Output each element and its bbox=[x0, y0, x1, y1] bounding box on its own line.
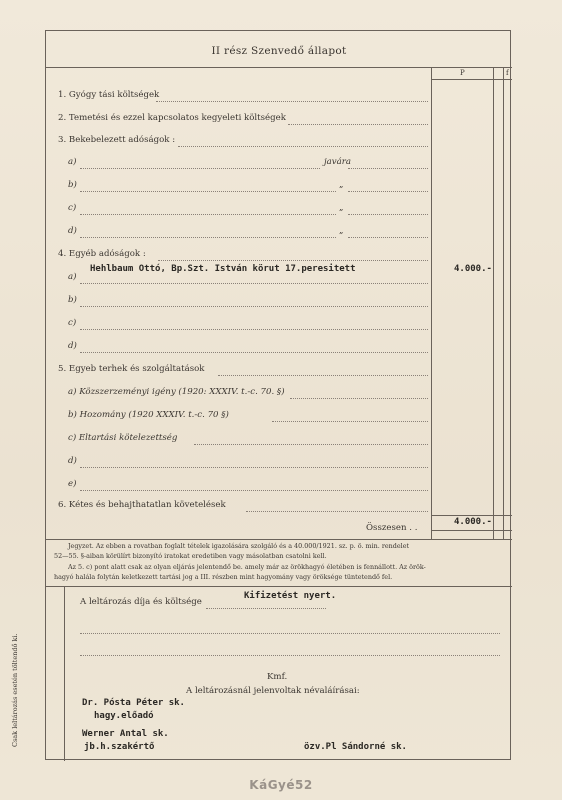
amount-column-right bbox=[503, 67, 504, 539]
watermark: KáGyé52 bbox=[249, 778, 313, 792]
sec4-row-c: c) bbox=[68, 318, 77, 328]
amount-column-left bbox=[431, 67, 432, 539]
side-column-rule bbox=[64, 586, 65, 761]
sec4-row-a: a) bbox=[68, 272, 77, 282]
total-rule bbox=[431, 515, 512, 516]
sec3-row-c: c) bbox=[68, 203, 77, 213]
fee-dots-2 bbox=[80, 633, 500, 634]
amount-column-mid bbox=[493, 67, 494, 539]
side-note: Csak leltározás esetén töltendő ki. bbox=[11, 633, 19, 747]
sec3-ditto-b: „ bbox=[339, 180, 344, 190]
fee-value: Kifizetést nyert. bbox=[244, 591, 337, 601]
sec3-row-b-dots2 bbox=[348, 191, 428, 192]
item-2-label: 2. Temetési és ezzel kapcsolatos kegyeleti költségek bbox=[58, 113, 286, 123]
total-amount: 4.000.- bbox=[454, 517, 492, 527]
item-1-label: 1. Gyógy tási költségek bbox=[58, 90, 160, 100]
sec3-row-d-dots bbox=[80, 237, 336, 238]
sec4-row-d: d) bbox=[68, 341, 77, 351]
sec3-ditto-d: „ bbox=[339, 226, 344, 236]
signature-2-name: Werner Antal sk. bbox=[82, 729, 169, 739]
sec3-row-c-dots bbox=[80, 214, 336, 215]
item-3-label: 3. Bekebelezett adóságok : bbox=[58, 135, 176, 145]
note-line-4: hagyó halála folytán keletkezett tartási jog a III. részben mint hagyomány vagy öröksége tüntetendő fel. bbox=[54, 573, 393, 581]
item-4-dots bbox=[158, 260, 428, 261]
item-5-dots bbox=[218, 375, 428, 376]
column-header-filler: f bbox=[506, 69, 509, 77]
item-6-label: 6. Kétes és behajthatatlan követelések bbox=[58, 500, 226, 510]
sec5-row-d-dots bbox=[80, 467, 428, 468]
signature-2-role: jb.h.szakértő bbox=[84, 742, 155, 752]
notes-top-rule bbox=[46, 539, 512, 540]
item-2-dots bbox=[288, 124, 428, 125]
note-line-2: 52—55. §-aiban körülírt bizonyító iratokat eredetiben vagy másolatban csatolni kell. bbox=[54, 552, 327, 560]
fee-dots bbox=[206, 608, 326, 609]
sec5-row-c-dots bbox=[194, 444, 428, 445]
sec4-row-c-dots bbox=[80, 329, 428, 330]
signature-3-name: özv.Pl Sándorné sk. bbox=[304, 742, 407, 752]
sec3-ditto-c: „ bbox=[339, 203, 344, 213]
sec3-row-c-dots2 bbox=[348, 214, 428, 215]
sec3-row-b-dots bbox=[80, 191, 336, 192]
form-frame bbox=[45, 30, 511, 760]
item-1-dots bbox=[156, 101, 428, 102]
sec5-row-c: c) Eltartási kötelezettség bbox=[68, 433, 178, 443]
sec4-row-b: b) bbox=[68, 295, 77, 305]
sec5-row-e-dots bbox=[80, 490, 428, 491]
item-4-label: 4. Egyéb adóságok : bbox=[58, 249, 146, 259]
sec3-javara: javára bbox=[324, 157, 351, 167]
signature-1-role: hagy.előadó bbox=[94, 711, 154, 721]
item-5-label: 5. Egyeb terhek és szolgáltatások bbox=[58, 364, 205, 374]
fee-dots-3 bbox=[80, 655, 500, 656]
sec3-row-a: a) bbox=[68, 157, 77, 167]
sec4-row-a-text: Hehlbaum Ottó, Bp.Szt. István körut 17.peresitett bbox=[90, 264, 356, 274]
signature-1-name: Dr. Pósta Péter sk. bbox=[82, 698, 185, 708]
total-underline bbox=[431, 530, 512, 531]
sec3-row-a-dots2 bbox=[348, 168, 428, 169]
note-line-3: Az 5. c) pont alatt csak az olyan eljárás jelentendő be. amely már az örökhagyó életében is fennállott. Az örök- bbox=[68, 563, 426, 571]
notes-bottom-rule bbox=[46, 586, 512, 587]
sec3-row-a-dots bbox=[80, 168, 320, 169]
sec4-row-d-dots bbox=[80, 352, 428, 353]
sec5-row-a-dots bbox=[290, 398, 428, 399]
page-title: II rész Szenvedő állapot bbox=[211, 45, 347, 57]
column-header-pengo: P bbox=[460, 69, 465, 77]
sec5-row-d: d) bbox=[68, 456, 77, 466]
fee-label: A leltározás díja és költsége bbox=[80, 597, 202, 607]
sec3-row-d-dots2 bbox=[348, 237, 428, 238]
total-label: Összesen . . bbox=[366, 523, 418, 533]
signatures-label: A leltározásnál jelenvoltak névaláírásai: bbox=[186, 686, 360, 696]
sec4-row-a-amount: 4.000.- bbox=[454, 264, 492, 274]
note-line-1: Jegyzet. Az ebben a rovatban foglalt tételek igazolására szolgáló és a 40.000/1921. sz. p. ö. min. rendelet bbox=[68, 542, 410, 550]
sec5-row-a: a) Közszerzeményi igény (1920: XXXIV. t.-c. 70. §) bbox=[68, 387, 285, 397]
sec3-row-b: b) bbox=[68, 180, 77, 190]
column-header-rule bbox=[431, 79, 512, 80]
item-3-dots bbox=[178, 146, 428, 147]
sec4-row-b-dots bbox=[80, 306, 428, 307]
sec5-row-b-dots bbox=[272, 421, 428, 422]
sec3-row-d: d) bbox=[68, 226, 77, 236]
item-6-dots bbox=[246, 511, 428, 512]
kmf-label: Kmf. bbox=[267, 672, 288, 682]
sec5-row-e: e) bbox=[68, 479, 77, 489]
title-rule bbox=[46, 67, 512, 68]
sec4-row-a-dots bbox=[80, 283, 428, 284]
sec5-row-b: b) Hozomány (1920 XXXIV. t.-c. 70 §) bbox=[68, 410, 229, 420]
